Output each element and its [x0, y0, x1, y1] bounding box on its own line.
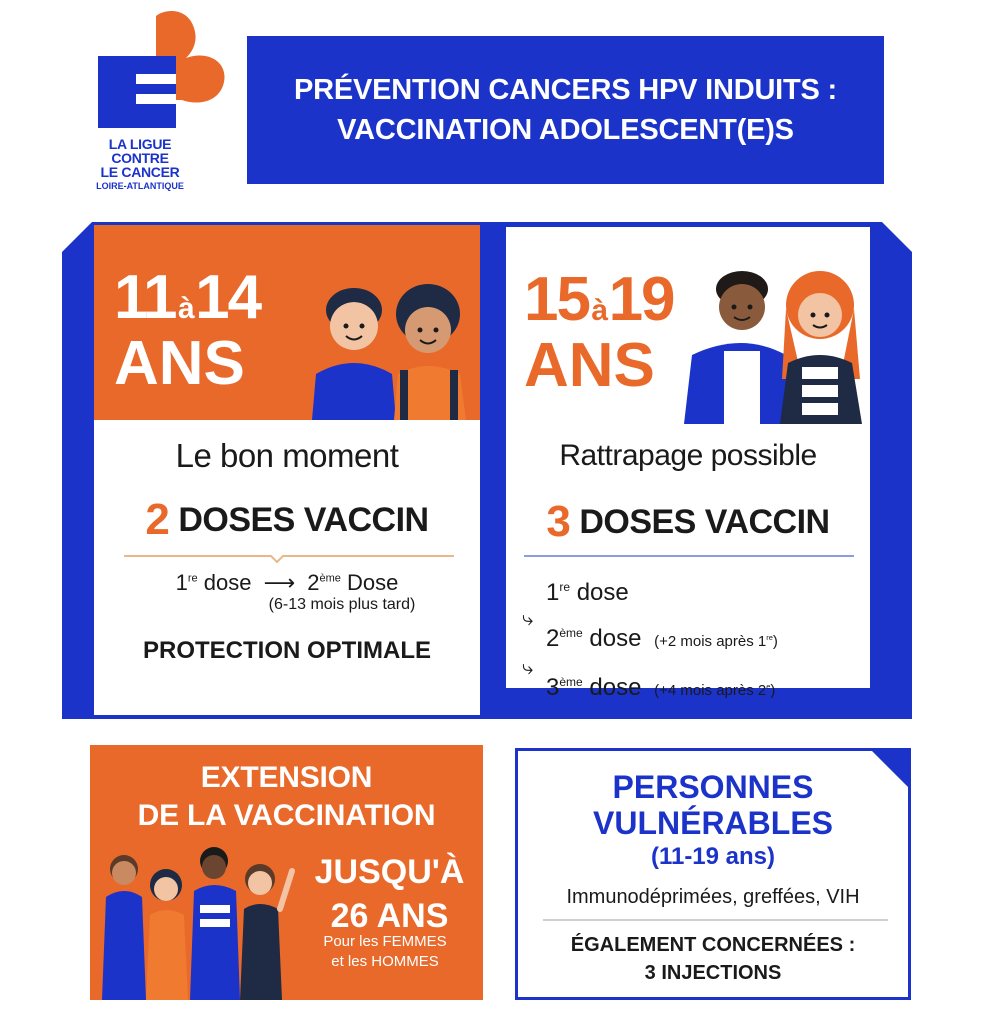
d2-note-end: ): [772, 633, 778, 650]
age-from: 15: [524, 265, 589, 334]
dose-line-3: [520, 657, 778, 711]
d3-word: dose: [589, 674, 642, 701]
header-line-2: VACCINATION ADOLESCENT(E)S: [337, 114, 794, 146]
d2-note-sup: re: [766, 633, 773, 642]
dose2-word: Dose: [347, 570, 399, 595]
dose1-sup: re: [187, 572, 198, 585]
extension-until-2: 26 ANS: [330, 897, 449, 935]
age-sep: à: [178, 292, 193, 325]
dose2-sup: ème: [319, 572, 341, 585]
header-line-1: PRÉVENTION CANCERS HPV INDUITS :: [293, 74, 838, 106]
extension-until: [302, 850, 477, 938]
dose1-num: 1: [175, 570, 188, 595]
age-from: 11: [114, 263, 176, 332]
heart-logo-icon: [98, 10, 228, 130]
d1-word: dose: [576, 579, 629, 606]
vulnerable-card: [515, 748, 911, 1000]
doses-3: [506, 497, 870, 547]
age-sep: à: [591, 294, 607, 327]
doses-label: DOSES VACCIN: [579, 503, 830, 541]
vulnerable-divider: [543, 919, 888, 921]
extension-for-2: et les HOMMES: [331, 953, 439, 970]
divider-right: [524, 555, 854, 557]
dose1-word: dose: [203, 570, 252, 595]
lead-bon-moment: Le bon moment: [175, 437, 399, 474]
divider-left: [124, 555, 454, 557]
arrow-right-icon: ⟶: [263, 570, 296, 595]
vulnerable-age: (11-19 ans): [650, 843, 776, 870]
age-range-11-14: [114, 263, 261, 398]
extension-card: [90, 745, 483, 1000]
schedule-15-19: [520, 567, 778, 711]
age-range-15-19: [524, 265, 674, 400]
d3-note-sup: e: [766, 682, 771, 691]
d1-num: 1: [546, 579, 560, 606]
age-unit: ANS: [114, 329, 245, 398]
d3-note-end: ): [770, 682, 776, 699]
d2-note-text: (+2 mois après 1: [654, 633, 767, 650]
schedule-11-14: [94, 570, 480, 614]
divider-caret-icon: [270, 555, 284, 563]
age-unit: ANS: [524, 331, 655, 400]
logo-text: [80, 137, 200, 193]
extension-title-1: EXTENSION: [200, 761, 373, 794]
banner-11-14: [94, 225, 480, 420]
page-header: [247, 36, 884, 184]
ligue-logo: [80, 10, 240, 205]
extension-until-1: JUSQU'À: [314, 853, 465, 891]
logo-line-3: LE CANCER: [100, 164, 180, 180]
teens-illustration-icon: [302, 270, 477, 420]
d3-note-text: (+4 mois après 2: [654, 682, 767, 699]
logo-line-4: LOIRE-ATLANTIQUE: [96, 181, 184, 191]
age-to: 14: [195, 263, 261, 332]
d2-num: 2: [546, 625, 560, 652]
extension-for-1: Pour les FEMMES: [323, 933, 447, 950]
d1-sup: re: [559, 580, 571, 594]
extension-title: [90, 759, 483, 835]
d2-sup: ème: [559, 626, 583, 640]
group-people-illustration-icon: [96, 845, 296, 1000]
vulnerable-title: [518, 769, 908, 841]
card-15-19: [504, 225, 872, 701]
dose-line-2: [520, 608, 778, 662]
vulnerable-also-1: ÉGALEMENT CONCERNÉES :: [570, 934, 856, 956]
card-11-14: [94, 225, 480, 715]
d2-word: dose: [589, 625, 642, 652]
d2-note: [654, 633, 778, 650]
logo-line-2: CONTRE: [111, 150, 169, 166]
protection-optimale: PROTECTION OPTIMALE: [143, 637, 431, 664]
curved-arrow-icon: ⤷: [522, 608, 534, 630]
doses-count: 2: [145, 495, 170, 544]
dose2-num: 2: [307, 570, 320, 595]
extension-for: [295, 932, 475, 972]
d3-note: [654, 682, 775, 699]
age-to: 19: [608, 265, 674, 334]
curved-arrow-icon: ⤷: [522, 657, 534, 679]
dose2-note: (6-13 mois plus tard): [268, 596, 416, 613]
logo-line-1: LA LIGUE: [108, 136, 172, 152]
doses-count: 3: [546, 497, 571, 546]
extension-title-2: DE LA VACCINATION: [137, 799, 436, 832]
vulnerable-also: [518, 931, 908, 987]
doses-label: DOSES VACCIN: [178, 501, 429, 539]
vulnerable-list: Immunodéprimées, greffées, VIH: [566, 886, 860, 908]
young-adults-illustration-icon: [682, 259, 870, 424]
d3-sup: ème: [559, 675, 583, 689]
doses-2: [94, 495, 480, 545]
lead-rattrapage: Rattrapage possible: [559, 439, 817, 472]
vulnerable-title-2: VULNÉRABLES: [592, 805, 833, 841]
dose-line-1: [520, 567, 778, 613]
d3-num: 3: [546, 674, 560, 701]
vulnerable-title-1: PERSONNES: [612, 769, 814, 805]
vulnerable-also-2: 3 INJECTIONS: [644, 962, 782, 984]
